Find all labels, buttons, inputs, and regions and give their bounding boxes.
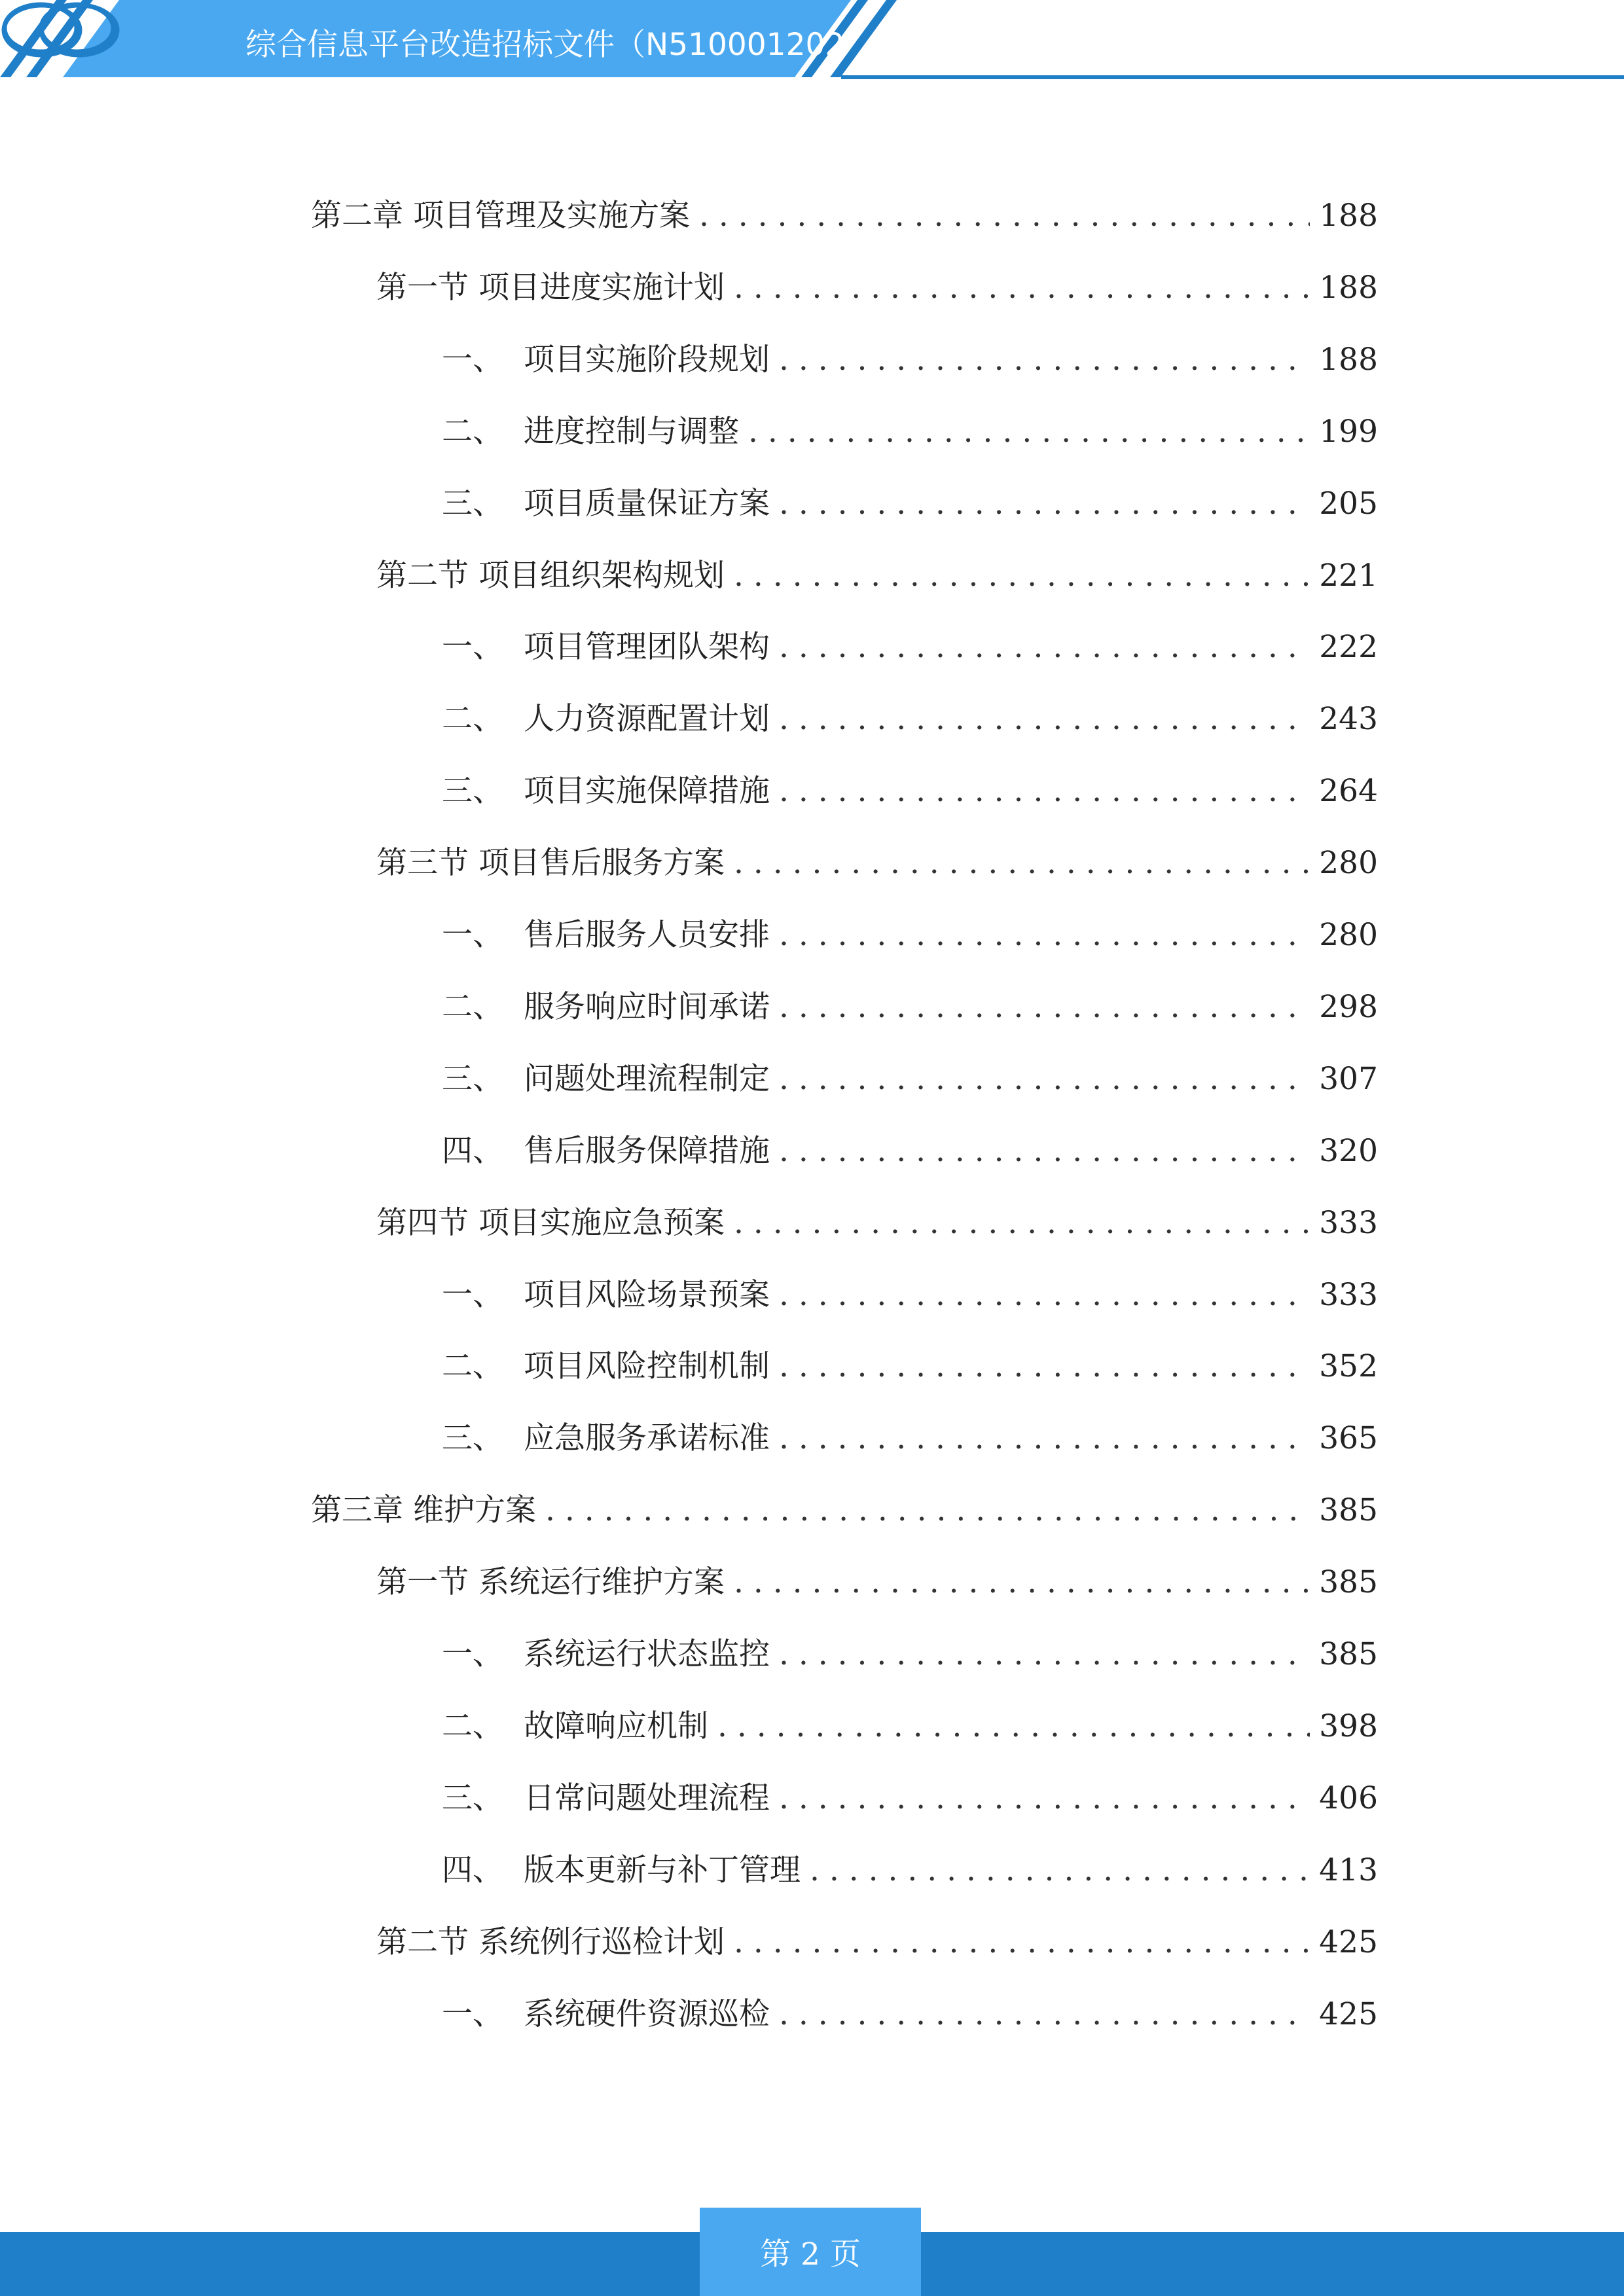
toc-entry-number: 二、 — [442, 1348, 503, 1385]
toc-entry-title: 进度控制与调整 — [524, 413, 739, 450]
toc-entry-title: 人力资源配置计划 — [524, 701, 770, 738]
toc-dot-leader — [545, 1488, 1310, 1534]
toc-entry-number: 一、 — [442, 917, 503, 953]
toc-entry-page: 385 — [1319, 1636, 1378, 1672]
toc-entry[interactable] — [442, 768, 1378, 814]
toc-dot-leader — [717, 1704, 1310, 1749]
toc-entry-page: 243 — [1319, 701, 1378, 738]
toc-dot-leader — [779, 1056, 1310, 1102]
toc-entry-page: 385 — [1319, 1492, 1378, 1529]
toc-entry[interactable] — [376, 840, 1378, 886]
toc-entry[interactable] — [442, 337, 1378, 383]
toc-entry-title: 系统运行状态监控 — [524, 1636, 770, 1672]
toc-dot-leader — [779, 1776, 1310, 1821]
toc-entry-page: 413 — [1319, 1852, 1378, 1888]
toc-entry-number: 三、 — [442, 485, 503, 522]
toc-entry-title: 项目实施保障措施 — [524, 773, 770, 810]
toc-dot-leader — [779, 1416, 1310, 1462]
toc-entry[interactable] — [442, 1848, 1378, 1893]
toc-entry[interactable] — [442, 696, 1378, 742]
toc-entry-label — [442, 1992, 770, 2037]
page-header — [0, 0, 1624, 85]
toc-entry[interactable] — [442, 1272, 1378, 1318]
toc-dot-leader — [779, 1632, 1310, 1677]
toc-entry-title: 日常问题处理流程 — [524, 1780, 770, 1816]
toc-dot-leader — [779, 1272, 1310, 1318]
toc-entry-label — [442, 1128, 770, 1174]
toc-entry-label — [376, 1920, 725, 1965]
toc-dot-leader — [734, 1200, 1310, 1246]
toc-entry-title: 项目质量保证方案 — [524, 485, 770, 522]
toc-entry-title: 故障响应机制 — [524, 1708, 708, 1744]
toc-entry-label — [376, 1560, 725, 1605]
toc-entry-page: 398 — [1319, 1708, 1378, 1744]
toc-entry-label — [442, 1704, 708, 1749]
toc-dot-leader — [734, 553, 1310, 599]
toc-entry-page: 385 — [1319, 1564, 1378, 1601]
toc-dot-leader — [699, 193, 1310, 239]
toc-entry-number: 三、 — [442, 1060, 503, 1097]
toc-entry[interactable] — [442, 1056, 1378, 1102]
toc-entry[interactable] — [442, 481, 1378, 527]
toc-dot-leader — [779, 624, 1310, 670]
toc-entry-label — [442, 1848, 801, 1893]
toc-dot-leader — [779, 696, 1310, 742]
toc-dot-leader — [734, 265, 1310, 311]
toc-entry[interactable] — [442, 1992, 1378, 2037]
toc-entry-page: 365 — [1319, 1420, 1378, 1457]
toc-entry-number: 一、 — [442, 341, 503, 378]
toc-entry-label — [442, 1272, 770, 1318]
toc-entry[interactable] — [442, 1344, 1378, 1390]
toc-dot-leader — [779, 912, 1310, 958]
toc-entry-page: 205 — [1319, 485, 1378, 522]
toc-entry-title: 项目实施阶段规划 — [524, 341, 770, 378]
toc-dot-leader — [734, 840, 1310, 886]
toc-entry-page: 406 — [1319, 1780, 1378, 1816]
toc-entry[interactable] — [376, 1920, 1378, 1965]
toc-entry[interactable] — [442, 624, 1378, 670]
toc-entry-label — [376, 840, 725, 886]
toc-entry-title: 项目管理团队架构 — [524, 629, 770, 666]
toc-dot-leader — [734, 1560, 1310, 1605]
toc-entry[interactable] — [442, 1704, 1378, 1749]
toc-entry-title: 售后服务保障措施 — [524, 1132, 770, 1169]
toc-entry-page: 188 — [1319, 341, 1378, 378]
toc-entry-label — [442, 1776, 770, 1821]
toc-entry-page: 199 — [1319, 413, 1378, 450]
toc-entry-title: 第三章 维护方案 — [311, 1492, 536, 1529]
toc-entry-page: 280 — [1319, 917, 1378, 953]
toc-entry-title: 系统硬件资源巡检 — [524, 1996, 770, 2032]
toc-entry-title: 第三节 项目售后服务方案 — [376, 845, 725, 882]
toc-entry-number: 二、 — [442, 1708, 503, 1744]
toc-entry[interactable] — [311, 1488, 1378, 1534]
toc-dot-leader — [779, 481, 1310, 527]
toc-entry-label — [442, 768, 770, 814]
toc-entry-label — [442, 1416, 770, 1462]
toc-dot-leader — [779, 1992, 1310, 2037]
toc-entry-label — [442, 1344, 770, 1390]
toc-entry-page: 221 — [1319, 557, 1378, 594]
toc-entry-page: 425 — [1319, 1924, 1378, 1960]
toc-dot-leader — [748, 409, 1310, 455]
toc-entry[interactable] — [442, 1632, 1378, 1677]
toc-entry-number: 二、 — [442, 413, 503, 450]
logo-rings-icon-large — [0, 0, 121, 60]
toc-entry-title: 第二节 项目组织架构规划 — [376, 557, 725, 594]
toc-entry-page: 333 — [1319, 1204, 1378, 1241]
toc-entry[interactable] — [442, 912, 1378, 958]
toc-entry-title: 应急服务承诺标准 — [524, 1420, 770, 1457]
toc-entry-page: 188 — [1319, 198, 1378, 234]
toc-entry-label — [442, 984, 770, 1030]
toc-dot-leader — [779, 1128, 1310, 1174]
toc-entry[interactable] — [376, 1560, 1378, 1605]
toc-entry-page: 298 — [1319, 988, 1378, 1025]
toc-entry-page: 280 — [1319, 845, 1378, 882]
toc-entry-label — [376, 553, 725, 599]
toc-entry-label — [442, 1632, 770, 1677]
toc-entry-title: 项目风险场景预案 — [524, 1276, 770, 1313]
toc-entry[interactable] — [442, 1128, 1378, 1174]
toc-dot-leader — [779, 768, 1310, 814]
toc-entry-number: 一、 — [442, 1276, 503, 1313]
toc-entry-label — [442, 912, 770, 958]
toc-entry-number: 四、 — [442, 1852, 503, 1888]
toc-dot-leader — [779, 337, 1310, 383]
toc-entry-number: 三、 — [442, 773, 503, 810]
toc-entry-label — [376, 1200, 725, 1246]
toc-entry-title: 第二章 项目管理及实施方案 — [311, 198, 690, 234]
toc-entry[interactable] — [376, 265, 1378, 311]
toc-entry[interactable] — [376, 553, 1378, 599]
toc-entry-page: 352 — [1319, 1348, 1378, 1385]
toc-entry-page: 333 — [1319, 1276, 1378, 1313]
toc-entry-page: 222 — [1319, 629, 1378, 666]
toc-entry-title: 服务响应时间承诺 — [524, 988, 770, 1025]
toc-entry-label — [442, 696, 770, 742]
toc-entry[interactable] — [442, 984, 1378, 1030]
toc-entry-title: 售后服务人员安排 — [524, 917, 770, 953]
toc-entry-page: 425 — [1319, 1996, 1378, 2032]
toc-dot-leader — [779, 984, 1310, 1030]
toc-entry-number: 一、 — [442, 1636, 503, 1672]
toc-entry-label — [442, 337, 770, 383]
toc-entry[interactable] — [311, 193, 1378, 239]
toc-entry-label — [311, 1488, 536, 1534]
toc-entry-label — [376, 265, 725, 311]
toc-entry-title: 第一节 系统运行维护方案 — [376, 1564, 725, 1601]
toc-entry-title: 第二节 系统例行巡检计划 — [376, 1924, 725, 1960]
toc-entry-number: 一、 — [442, 1996, 503, 2032]
toc-entry-label — [311, 193, 690, 239]
toc-dot-leader — [734, 1920, 1310, 1965]
toc-entry[interactable] — [376, 1200, 1378, 1246]
toc-entry-number: 三、 — [442, 1420, 503, 1457]
toc-entry-label — [442, 1056, 770, 1102]
toc-entry-number: 四、 — [442, 1132, 503, 1169]
toc-dot-leader — [779, 1344, 1310, 1390]
toc-entry-title: 第四节 项目实施应急预案 — [376, 1204, 725, 1241]
toc-entry-page: 320 — [1319, 1132, 1378, 1169]
toc-entry-number: 二、 — [442, 701, 503, 738]
toc-entry-page: 188 — [1319, 269, 1378, 306]
toc-entry[interactable] — [442, 1776, 1378, 1821]
toc-entry-page: 264 — [1319, 773, 1378, 810]
toc-entry-number: 二、 — [442, 988, 503, 1025]
toc-entry-title: 第一节 项目进度实施计划 — [376, 269, 725, 306]
page-number: 第 2 页 — [700, 2208, 921, 2296]
toc-entry[interactable] — [442, 409, 1378, 455]
toc-entry-number: 一、 — [442, 629, 503, 666]
toc-entry-page: 307 — [1319, 1060, 1378, 1097]
toc-entry-title: 问题处理流程制定 — [524, 1060, 770, 1097]
toc-entry-title: 版本更新与补丁管理 — [524, 1852, 801, 1888]
header-title: 综合信息平台改造招标文件（N510001202 — [245, 27, 845, 63]
toc-dot-leader — [810, 1848, 1310, 1893]
toc-entry-title: 项目风险控制机制 — [524, 1348, 770, 1385]
toc-entry-label — [442, 624, 770, 670]
toc-entry[interactable] — [442, 1416, 1378, 1462]
toc-entry-label — [442, 409, 739, 455]
toc-entry-number: 三、 — [442, 1780, 503, 1816]
toc-entry-label — [442, 481, 770, 527]
